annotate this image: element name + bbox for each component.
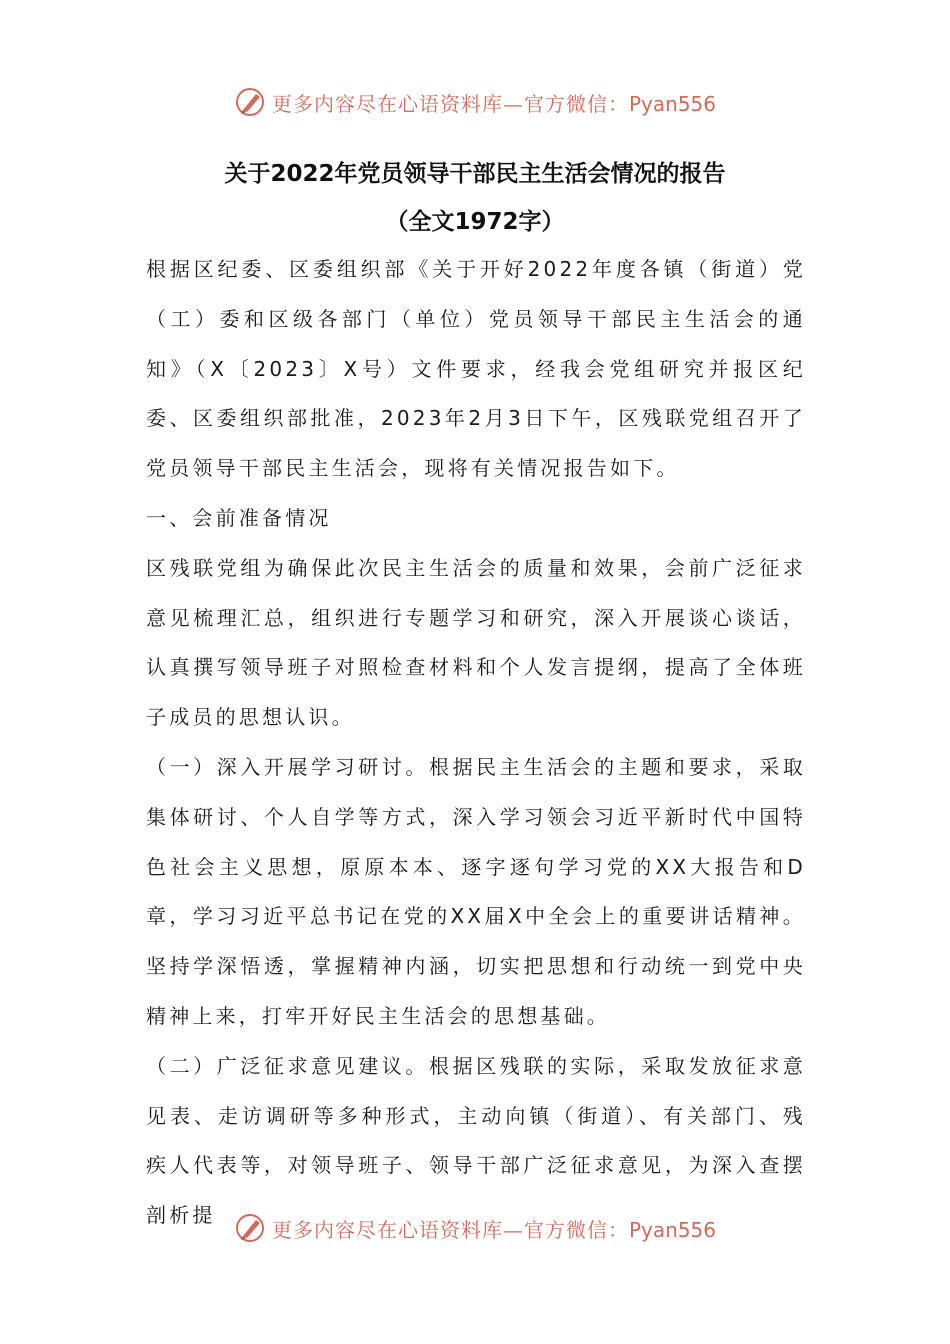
watermark-handle: Pyan556 <box>628 1217 716 1242</box>
document-subtitle: （全文1972字） <box>385 209 565 235</box>
paragraph: （二）广泛征求意见建议。根据区残联的实际，采取发放征求意见表、走访调研等多种形式，主动向镇（街道）、有关部门、残疾人代表等，对领导班子、领导干部广泛征求意见，为深入查摆剖析提 <box>146 1053 806 1228</box>
section-heading: 一、会前准备情况 <box>146 505 332 530</box>
watermark-banner-top <box>0 82 950 122</box>
watermark-banner-bottom <box>0 1208 950 1248</box>
pen-circle-logo-icon <box>234 1211 268 1245</box>
document-title: 关于2022年党员领导干部民主生活会情况的报告 <box>224 161 726 187</box>
paragraph: （一）深入开展学习研讨。根据民主生活会的主题和要求，采取集体研讨、个人自学等方式，深入学习领会习近平新时代中国特色社会主义思想，原原本本、逐字逐句学习党的XX大报告和D章，学习习近平总书记在党的XX届X中全会上的重要讲话精神。坚持学深悟透，掌握精神内涵，切实把思想和行动统一到党中央精神上来，打牢开好民主生活会的思想基础。 <box>146 754 806 1028</box>
pen-circle-logo-icon <box>234 85 268 119</box>
paragraph: 区残联党组为确保此次民主生活会的质量和效果，会前广泛征求意见梳理汇总，组织进行专题学习和研究，深入开展谈心谈话，认真撰写领导班子对照检查材料和个人发言提纲，提高了全体班子成员的思想认识。 <box>146 555 806 730</box>
watermark-handle: Pyan556 <box>628 91 716 116</box>
document-body <box>146 245 806 1241</box>
watermark-text: 更多内容尽在心语资料库—官方微信：Pyan556 <box>271 1217 716 1242</box>
paragraph-intro: 根据区纪委、区委组织部《关于开好2022年度各镇（街道）党（工）委和区级各部门（单位）党员领导干部民主生活会的通知》（X〔2023〕X号）文件要求，经我会党组研究并报区纪委、区委组织部批准，2023年2月3日下午，区残联党组召开了党员领导干部民主生活会，现将有关情况报告如下。 <box>146 257 806 481</box>
watermark-text: 更多内容尽在心语资料库—官方微信：Pyan556 <box>271 91 716 116</box>
